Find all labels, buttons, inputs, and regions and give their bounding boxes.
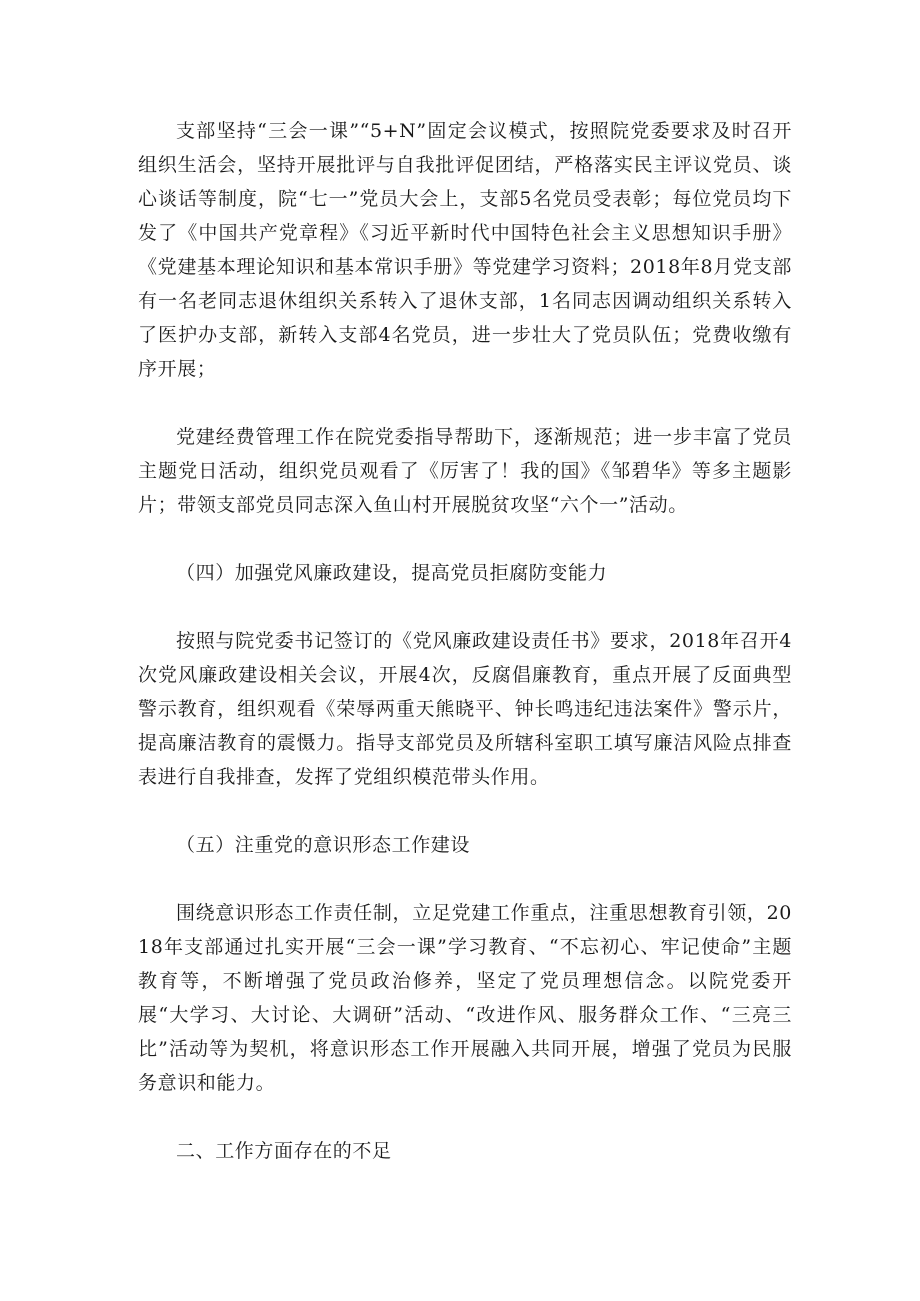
section-heading-2: 二、工作方面存在的不足 bbox=[176, 1140, 392, 1162]
paragraph-integrity: 按照与院党委书记签订的《党风廉政建设责任书》要求，2018年召开4次党风廉政建设相关会议，开展4次，反腐倡廉教育，重点开展了反面典型警示教育，组织观看《荣辱两重天熊晓平、钟长鸣违纪违法案件》警示片，提高廉洁教育的震慑力。指导支部党员及所辖科室职工填写廉洁风险点排查表进行自我排查，发挥了党组织模范带头作用。 bbox=[138, 630, 792, 788]
paragraph-party-meetings: 支部坚持“三会一课”“5+N”固定会议模式，按照院党委要求及时召开组织生活会，坚持开展批评与自我批评促团结，严格落实民主评议党员、谈心谈话等制度，院“七一”党员大会上，支部5名党员受表彰；每位党员均下发了《中国共产党章程》《习近平新时代中国特色社会主义思想知识手册》《党建基本理论知识和基本常识手册》等党建学习资料；2018年8月党支部有一名老同志退休组织关系转入了退休支部，1名同志因调动组织关系转入了医护办支部，新转入支部4名党员，进一步壮大了党员队伍；党费收缴有序开展； bbox=[138, 120, 792, 380]
paragraph-party-funds: 党建经费管理工作在院党委指导帮助下，逐渐规范；进一步丰富了党员主题党日活动，组织党员观看了《厉害了！我的国》《邹碧华》等多主题影片；带领支部党员同志深入鱼山村开展脱贫攻坚“六个一”活动。 bbox=[138, 426, 792, 516]
section-heading-5: （五）注重党的意识形态工作建设 bbox=[176, 834, 471, 856]
section-heading-4: （四）加强党风廉政建设，提高党员拒腐防变能力 bbox=[176, 562, 608, 584]
document-body bbox=[138, 114, 792, 1168]
paragraph-ideology: 围绕意识形态工作责任制，立足党建工作重点，注重思想教育引领，2018年支部通过扎实开展“三会一课”学习教育、“不忘初心、牢记使命”主题教育等，不断增强了党员政治修养，坚定了党员理想信念。以院党委开展“大学习、大讨论、大调研”活动、“改进作风、服务群众工作、“三亮三比”活动等为契机，将意识形态工作开展融入共同开展，增强了党员为民服务意识和能力。 bbox=[138, 902, 792, 1094]
